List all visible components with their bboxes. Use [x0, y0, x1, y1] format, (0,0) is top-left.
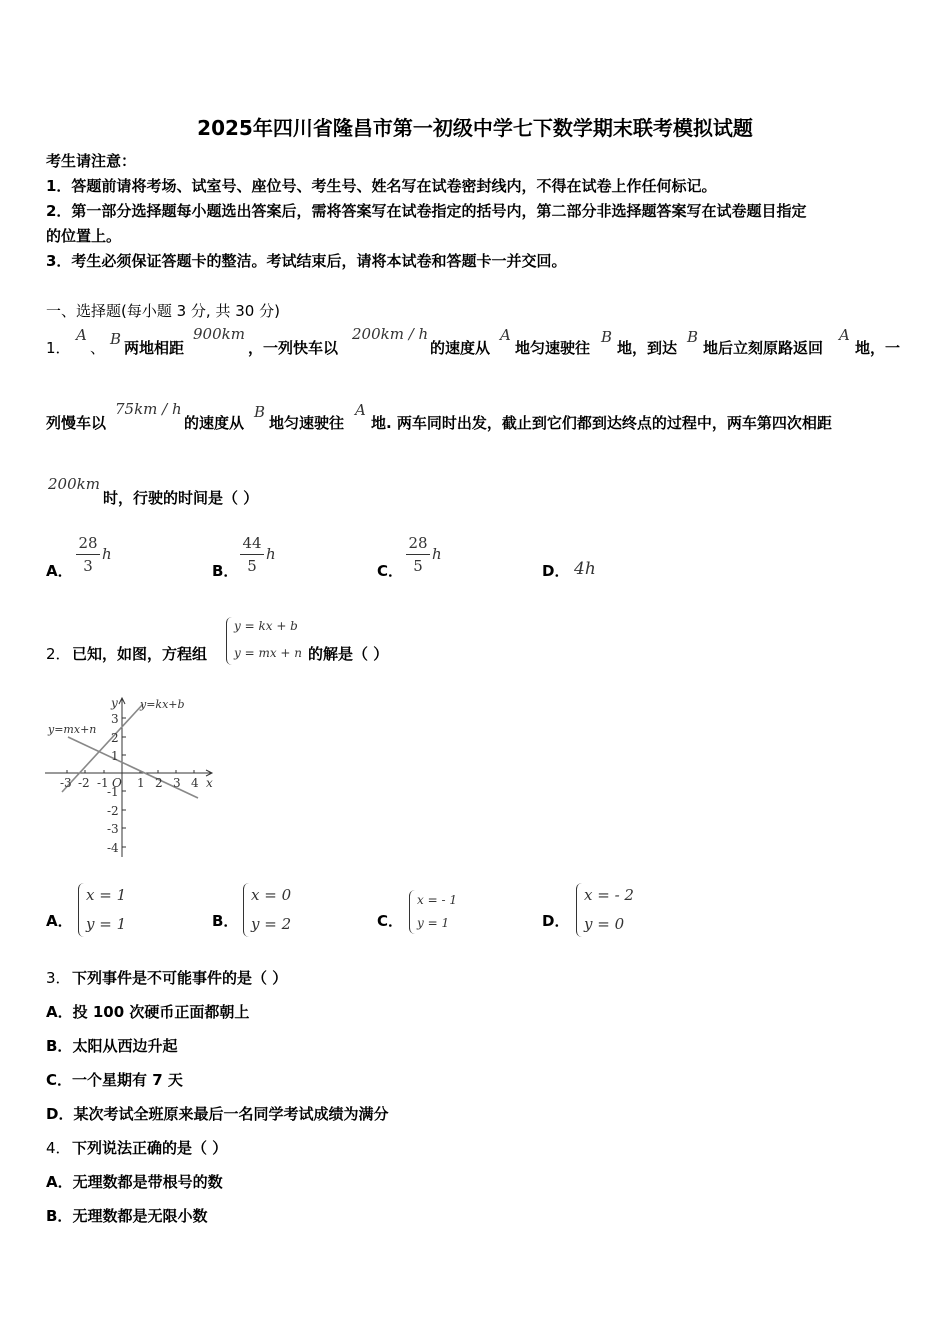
x-tick-label: -2 [78, 776, 90, 790]
q1-text: 列慢车以 [46, 414, 107, 432]
y-tick-marks [122, 718, 126, 847]
q2-equation-1: y = kx + b [234, 619, 298, 633]
q1-text: 地后立刻原路返回 [703, 339, 824, 357]
label-kx-b: y=kx+b [140, 698, 185, 711]
q1-distance: 900km [193, 325, 245, 343]
q2-option-a-system: x = 1 y = 1 [78, 883, 148, 939]
q2-equation-2: y = mx + n [234, 646, 303, 660]
y-tick-label: 3 [111, 712, 119, 726]
page-title: 2025年四川省隆昌市第一初级中学七下数学期末联考模拟试题 [197, 116, 753, 140]
q1-option-c-label[interactable]: C． [377, 562, 404, 580]
notice-item: 2．第一部分选择题每小题选出答案后，需将答案写在试卷指定的括号内，第二部分非选择题答案写在试卷题目指定 [46, 202, 807, 220]
y-tick-label: -1 [107, 785, 119, 799]
q1-option-c-unit: h [432, 545, 442, 563]
notice-item: 的位置上。 [46, 227, 122, 245]
q2-option-d-system: x = - 2 y = 0 [576, 883, 656, 939]
q4-option-b[interactable]: B．无理数都是无限小数 [46, 1207, 208, 1225]
q1-text: 地匀速驶往 [515, 339, 591, 357]
q1-text: 时，行驶的时间是（ ） [103, 489, 259, 507]
y-tick-label: 1 [111, 749, 119, 763]
q2-stem: 已知，如图，方程组 [72, 645, 208, 663]
q1-point-a: A [500, 326, 511, 344]
q1-option-a-label[interactable]: A． [46, 562, 73, 580]
q1-option-a-unit: h [102, 545, 112, 563]
q1-text: 的速度从 [430, 339, 491, 357]
notice-heading: 考生请注意： [46, 152, 137, 170]
q3-number: 3． [46, 969, 71, 987]
x-tick-label: 4 [191, 776, 199, 790]
q1-text: 的速度从 [184, 414, 245, 432]
q1-text: 地，一 [855, 339, 901, 357]
q1-point-b: B [601, 328, 613, 346]
q1-text: 地，到达 [617, 339, 678, 357]
q2-equation-system [226, 617, 316, 667]
q4-number: 4． [46, 1139, 71, 1157]
q2-graph [40, 692, 230, 860]
x-tick-label: 1 [137, 776, 145, 790]
x-tick-label: 3 [173, 776, 181, 790]
q1-speed-slow: 75km / h [115, 400, 182, 418]
q1-text: 地. 两车同时出发，截止到它们都到达终点的过程中，两车第四次相距 [371, 414, 832, 432]
y-tick-label: -4 [107, 841, 119, 855]
q2-option-b-system: x = 0 y = 2 [243, 883, 313, 939]
q1-option-b-label[interactable]: B． [212, 562, 239, 580]
q1-option-b-fraction: 44 5 [240, 533, 264, 576]
x-tick-label: -1 [97, 776, 109, 790]
q1-point-a: A [76, 326, 87, 344]
q1-option-d-value: 4h [574, 559, 596, 579]
q4-option-a[interactable]: A．无理数都是带根号的数 [46, 1173, 223, 1191]
y-tick-label: -3 [107, 822, 119, 836]
q1-point-b: B [254, 403, 266, 421]
notice-item: 1．答题前请将考场、试室号、座位号、考生号、姓名写在试卷密封线内，不得在试卷上作任何标记。 [46, 177, 717, 195]
q3-option-a[interactable]: A．投 100 次硬币正面都朝上 [46, 1003, 250, 1021]
q1-distance-2: 200km [48, 475, 100, 493]
q1-option-d-label[interactable]: D． [542, 562, 570, 580]
q1-option-c-fraction: 28 5 [406, 533, 430, 576]
origin-label: O [112, 776, 122, 790]
q3-stem: 下列事件是不可能事件的是（ ） [72, 969, 288, 987]
x-tick-label: 2 [155, 776, 163, 790]
label-mx-n: y=mx+n [48, 723, 97, 736]
q1-point-b: B [687, 328, 699, 346]
q1-option-a-fraction: 28 3 [76, 533, 100, 576]
y-axis-label: y [111, 696, 118, 710]
q1-point-b: B [110, 330, 122, 348]
q1-sep: 、 [90, 339, 106, 357]
q3-option-d[interactable]: D．某次考试全班原来最后一名同学考试成绩为满分 [46, 1105, 389, 1123]
section-heading: 一、选择题(每小题 3 分, 共 30 分) [46, 302, 280, 320]
q1-speed-fast: 200km / h [352, 325, 429, 343]
q2-option-c-system: x = - 1 y = 1 [409, 890, 479, 936]
q1-point-a: A [355, 401, 366, 419]
q4-stem: 下列说法正确的是（ ） [72, 1139, 228, 1157]
y-tick-label: -2 [107, 804, 119, 818]
q3-option-c[interactable]: C．一个星期有 7 天 [46, 1071, 183, 1089]
x-tick-label: -3 [60, 776, 72, 790]
q1-text: 两地相距 [124, 339, 185, 357]
q2-option-d-label[interactable]: D． [542, 912, 570, 930]
q1-option-b-unit: h [266, 545, 276, 563]
q2-number: 2． [46, 645, 71, 663]
q2-option-a-label[interactable]: A． [46, 912, 73, 930]
q1-text: 地匀速驶往 [269, 414, 345, 432]
x-axis-label: x [206, 776, 213, 790]
notice-item: 3．考生必须保证答题卡的整洁。考试结束后，请将本试卷和答题卡一并交回。 [46, 252, 567, 270]
q1-text: ，一列快车以 [248, 339, 339, 357]
q1-point-a: A [839, 326, 850, 344]
q3-option-b[interactable]: B．太阳从西边升起 [46, 1037, 178, 1055]
q2-stem-end: 的解是（ ） [308, 645, 389, 663]
q2-option-b-label[interactable]: B． [212, 912, 239, 930]
y-tick-label: 2 [111, 731, 119, 745]
q2-option-c-label[interactable]: C． [377, 912, 404, 930]
q1-number: 1． [46, 339, 71, 357]
